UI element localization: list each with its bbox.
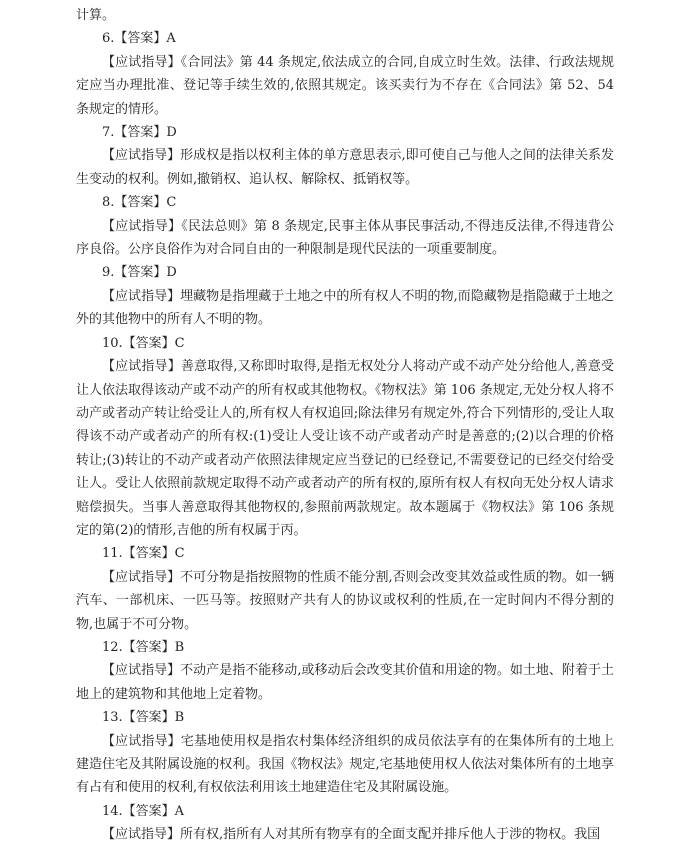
guide-10: 【应试指导】善意取得,又称即时取得,是指无权处分人将动产或不动产处分给他人,善意受让人依法取得该动产或不动产的所有权或其他物权。《物权法》第 106 条规定,无处分权人将不动产或者动产转让给受让人的,所有权人有权追回;除法律另有规定外,符合下列情形的,受让人取得该不动产或者动产的所有权:(1)受让人受让该不动产或者动产时是善意的;(2)以合理的价格转让;(3)转让的不动产或者动产依照法律规定应当登记的已经登记,不需要登记的已经交付给受让人。受让人依照前款规定取得不动产或者动产的所有权的,原所有权人有权向无处分权人请求赔偿损失。当事人善意取得其他物权的,参照前两款规定。故本题属于《物权法》第 106 条规定的第(2)的情形,吉他的所有权属于丙。 xyxy=(76,359,614,538)
guide-6: 【应试指导】《合同法》第 44 条规定,依法成立的合同,自成立时生效。法律、行政法规规定应当办理批准、登记等手续生效的,依照其规定。该买卖行为不存在《合同法》第 52、54 条规定的情形。 xyxy=(76,54,614,117)
guide-13: 【应试指导】宅基地使用权是指农村集体经济组织的成员依法享有的在集体所有的土地上建造住宅及其附属设施的权利。我国《物权法》规定,宅基地使用权人依法对集体所有的土地享有占有和使用的权利,有权依法利用该土地建造住宅及其附属设施。 xyxy=(76,733,614,796)
answer-12: 12.【答案】B xyxy=(102,639,185,655)
answer-13: 13.【答案】B xyxy=(102,710,185,726)
guide-12: 【应试指导】不动产是指不能移动,或移动后会改变其价值和用途的物。如土地、附着于土地上的建筑物和其他地上定着物。 xyxy=(76,663,614,702)
guide-9: 【应试指导】埋藏物是指埋藏于土地之中的所有权人不明的物,而隐藏物是指隐藏于土地之外的其他物中的所有人不明的物。 xyxy=(76,288,614,328)
guide-14: 【应试指导】所有权,指所有人对其所有物享有的全面支配并排斥他人于涉的物权。我国 xyxy=(102,827,601,843)
answer-explanations-page xyxy=(76,4,614,847)
answer-10: 10.【答案】C xyxy=(102,335,185,351)
answer-14: 14.【答案】A xyxy=(102,803,185,819)
guide-8: 【应试指导】《民法总则》第 8 条规定,民事主体从事民事活动,不得违反法律,不得违背公序良俗。公序良俗作为对合同自由的一种限制是现代民法的一项重要制度。 xyxy=(76,218,614,258)
answer-11: 11.【答案】C xyxy=(102,546,185,562)
answer-8: 8.【答案】C xyxy=(102,195,177,211)
guide-7: 【应试指导】形成权是指以权利主体的单方意思表示,即可使自己与他人之间的法律关系发生变动的权利。例如,撤销权、追认权、解除权、抵销权等。 xyxy=(76,148,614,187)
answer-6: 6.【答案】A xyxy=(102,31,176,47)
guide-11: 【应试指导】不可分物是指按照物的性质不能分割,否则会改变其效益或性质的物。如一辆汽车、一部机床、一匹马等。按照财产共有人的协议或权利的性质,在一定时间内不得分割的物,也属于不可分物。 xyxy=(76,569,614,632)
answer-9: 9.【答案】D xyxy=(102,265,177,281)
answer-7: 7.【答案】D xyxy=(102,125,177,141)
lead-text: 计算。 xyxy=(76,8,116,23)
